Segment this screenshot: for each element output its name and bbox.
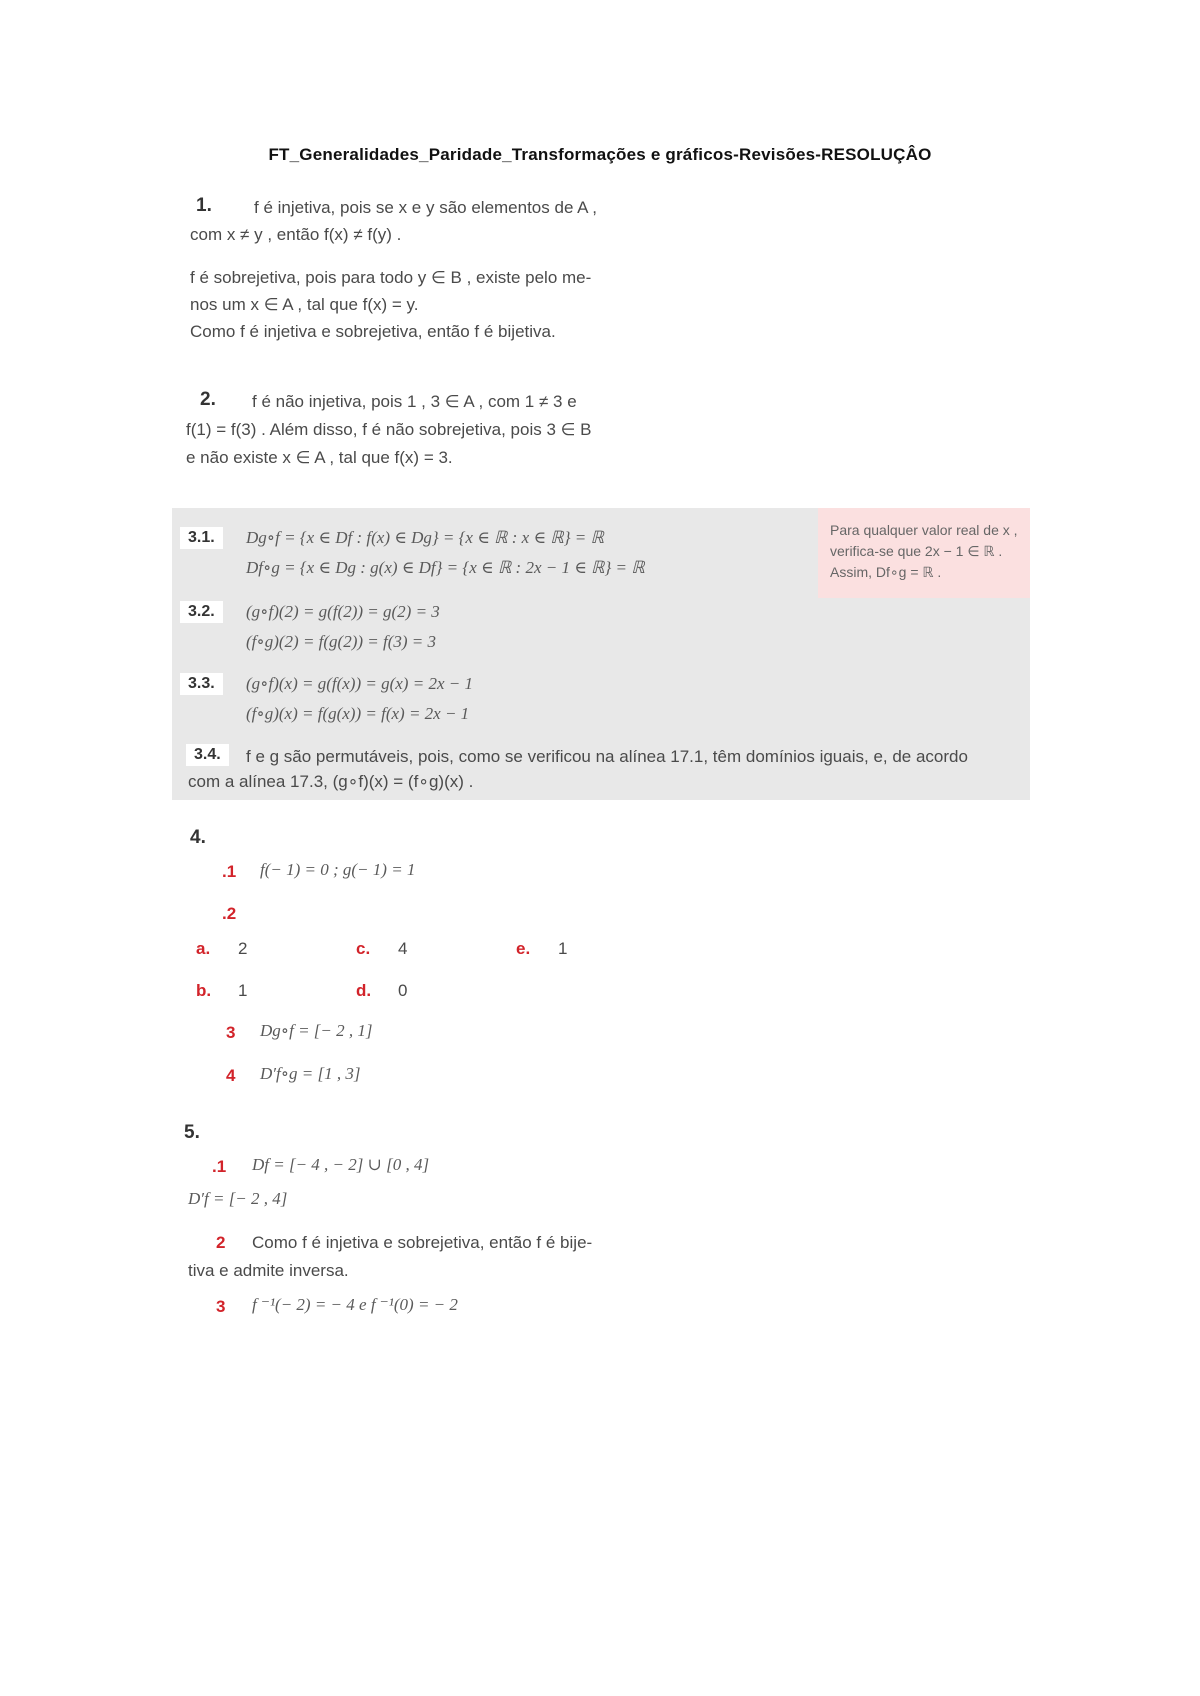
q5-1-text: Df = [− 4 , − 2] ∪ [0 , 4] (252, 1155, 430, 1174)
q4-3-text: Dg∘f = [− 2 , 1] (260, 1021, 373, 1040)
q3-2-line1: (g∘f)(2) = g(f(2)) = g(2) = 3 (246, 602, 440, 621)
q3-4-line2: com a alínea 17.3, (g∘f)(x) = (f∘g)(x) . (188, 772, 474, 791)
q3-4-label: 3.4. (186, 744, 229, 766)
q5-1-label: .1 (212, 1157, 227, 1176)
q1-line1: f é injetiva, pois se x e y são elementos de A , (254, 198, 598, 217)
q3-1-line2: Df∘g = {x ∈ Dg : g(x) ∈ Df} = {x ∈ ℝ : 2x − 1 ∈ ℝ} = ℝ (246, 558, 645, 577)
q4-answer-c-value: 4 (398, 939, 408, 958)
q3-2-label: 3.2. (180, 601, 223, 623)
q1-line2: com x ≠ y , então f(x) ≠ f(y) . (190, 225, 402, 244)
q1-number: 1. (196, 195, 212, 216)
q3-1-label: 3.1. (180, 527, 223, 549)
q4-answer-b-letter: b. (196, 981, 212, 1000)
page-title: FT_Generalidades_Paridade_Transformações e gráficos-Revisões-RESOLUÇÂO (268, 145, 932, 164)
q5-2-label: 2 (216, 1233, 226, 1252)
q3-note-line1: Para qualquer valor real de x , (830, 522, 1018, 538)
q4-1-text: f(− 1) = 0 ; g(− 1) = 1 (260, 860, 416, 879)
q4-answer-e-value: 1 (558, 939, 568, 958)
q4-3-label: 3 (226, 1023, 236, 1042)
q3-3-line2: (f∘g)(x) = f(g(x)) = f(x) = 2x − 1 (246, 704, 470, 723)
q2-line2: f(1) = f(3) . Além disso, f é não sobrejetiva, pois 3 ∈ B (186, 420, 592, 439)
q4-1-label: .1 (222, 862, 237, 881)
q3-3-label: 3.3. (180, 673, 223, 695)
q4-answer-a-letter: a. (196, 939, 211, 958)
q2-line1: f é não injetiva, pois 1 , 3 ∈ A , com 1 ≠ 3 e (252, 392, 577, 411)
q5-number: 5. (184, 1122, 200, 1143)
q3-note-line3: Assim, Df∘g = ℝ . (830, 564, 942, 580)
q5-2-line2: tiva e admite inversa. (188, 1261, 349, 1280)
q5-3-text: f ⁻¹(− 2) = − 4 e f ⁻¹(0) = − 2 (252, 1295, 458, 1314)
q4-answer-a-value: 2 (238, 939, 248, 958)
q4-answer-d-letter: d. (356, 981, 372, 1000)
q3-2-line2: (f∘g)(2) = f(g(2)) = f(3) = 3 (246, 632, 437, 651)
q5-2-line1: Como f é injetiva e sobrejetiva, então f é bije- (252, 1233, 593, 1252)
q5-1-line2: D′f = [− 2 , 4] (188, 1189, 288, 1208)
q4-answer-e-letter: e. (516, 939, 531, 958)
q1-line5: Como f é injetiva e sobrejetiva, então f é bijetiva. (190, 322, 556, 341)
q2-number: 2. (200, 389, 216, 410)
q4-answer-b-value: 1 (238, 981, 248, 1000)
q4-4-text: D′f∘g = [1 , 3] (260, 1064, 361, 1083)
q3-1-line1: Dg∘f = {x ∈ Df : f(x) ∈ Dg} = {x ∈ ℝ : x ∈ ℝ} = ℝ (246, 528, 604, 547)
q2-line3: e não existe x ∈ A , tal que f(x) = 3. (186, 448, 453, 467)
q4-2-label: .2 (222, 904, 237, 923)
q3-4-line1: f e g são permutáveis, pois, como se verificou na alínea 17.1, têm domínios iguais, e, de acordo (246, 747, 968, 766)
q3-note-line2: verifica-se que 2x − 1 ∈ ℝ . (830, 543, 1003, 559)
q3-3-line1: (g∘f)(x) = g(f(x)) = g(x) = 2x − 1 (246, 674, 473, 693)
q4-number: 4. (190, 827, 206, 848)
q5-3-label: 3 (216, 1297, 226, 1316)
q4-4-label: 4 (226, 1066, 236, 1085)
q4-answer-d-value: 0 (398, 981, 408, 1000)
q1-line4: nos um x ∈ A , tal que f(x) = y. (190, 295, 419, 314)
q1-line3: f é sobrejetiva, pois para todo y ∈ B , existe pelo me- (190, 268, 592, 287)
q4-answer-c-letter: c. (356, 939, 371, 958)
